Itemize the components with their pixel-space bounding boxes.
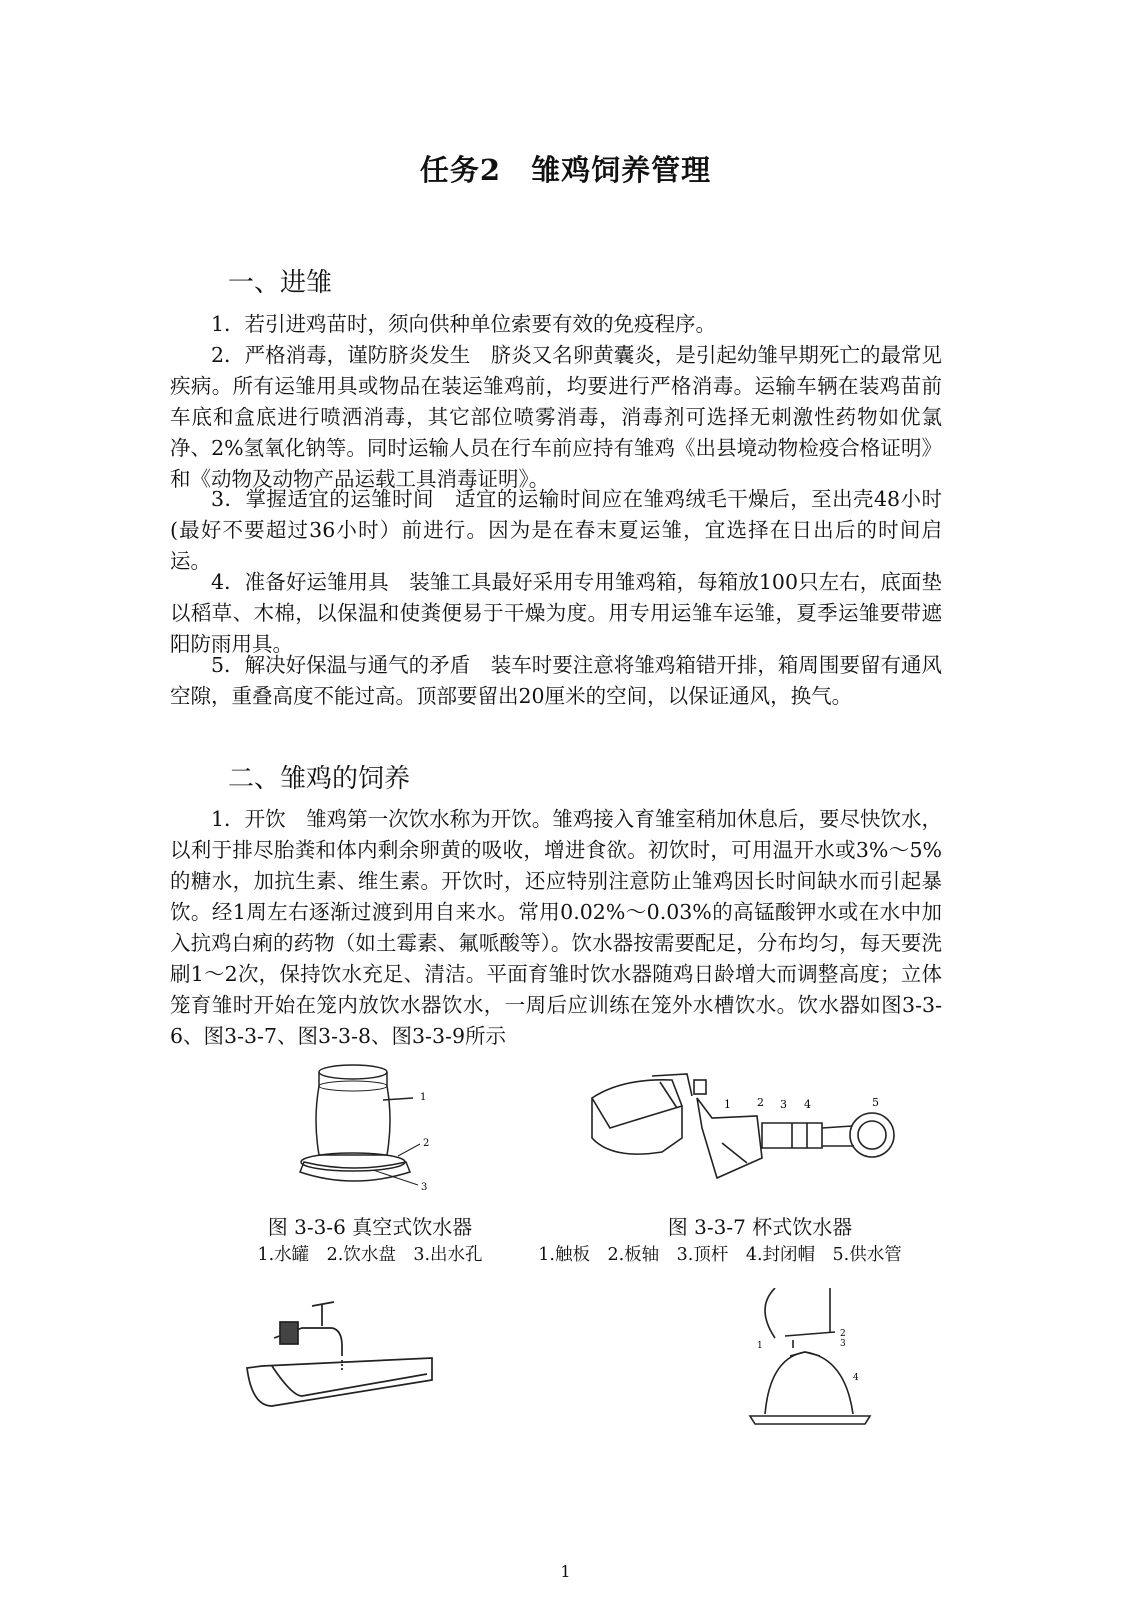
vacuum-label-2: 2 (423, 1138, 430, 1149)
paragraph-1-5: 5．解决好保温与通气的矛盾 装车时要注意将雏鸡箱错开排，箱周围要留有通风空隙，重叠高度不能过高。顶部要留出20厘米的空间，以保证通风，换气。 (170, 653, 942, 708)
figure-parts-3-3-7: 1.触板 2.板轴 3.顶杆 4.封闭帽 5.供水管 (538, 1245, 902, 1265)
page-number: 1 (560, 1562, 571, 1581)
paragraph-1-2: 2．严格消毒，谨防脐炎发生 脐炎又名卵黄囊炎，是引起幼雏早期死亡的最常见疾病。所有运雏用具或物品在装运雏鸡前，均要进行严格消毒。运输车辆在装鸡苗前车底和盒底进行喷洒消毒，其它部位喷雾消毒，消毒剂可选择无刺激性药物如优氯净、2%氢氧化钠等。同时运输人员在行车前应持有雏鸡《出县境动物检疫合格证明》和《动物及动物产品运载工具消毒证明》。 (170, 343, 942, 491)
bell-waterer-figure (745, 1288, 895, 1428)
vacuum-label-1: 1 (420, 1092, 427, 1103)
cup-label-5: 5 (872, 1096, 879, 1109)
paragraph-1-3: 3．掌握适宜的运雏时间 适宜的运输时间应在雏鸡绒毛干燥后，至出壳48小时(最好不要超过36小时）前进行。因为是在春末夏运雏，宜选择在日出后的时间启运。 (170, 487, 942, 573)
cup-label-4: 4 (804, 1098, 811, 1111)
bell-label-1: 1 (757, 1341, 763, 1351)
section-heading-feeding: 二、雏鸡的饲养 (228, 764, 411, 794)
cup-label-1: 1 (724, 1098, 731, 1111)
paragraph-1-1: 1．若引进鸡苗时，须向供种单位索要有效的免疫程序。 (211, 312, 717, 336)
section-heading-intake: 一、进雏 (228, 268, 333, 298)
trough-waterer-figure (242, 1296, 442, 1416)
paragraph-2-1: 1．开饮 雏鸡第一次饮水称为开饮。雏鸡接入育雏室稍加休息后，要尽快饮水，以利于排尽胎粪和体内剩余卵黄的吸收，增进食欲。初饮时，可用温开水或3%～5%的糖水，加抗生素、维生素。开饮时，还应特别注意防止雏鸡因长时间缺水而引起暴饮。经1周左右逐渐过渡到用自来水。常用0.02%～0.03%的高锰酸钾水或在水中加入抗鸡白痢的药物（如土霉素、氟哌酸等）。饮水器按需要配足，分布均匀，每天要洗刷1～2次，保持饮水充足、清洁。平面育雏时饮水器随鸡日龄增大而调整高度；立体笼育雏时开始在笼内放饮水器饮水，一周后应训练在笼外水槽饮水。饮水器如图3-3-6、图3-3-7、图3-3-8、图3-3-9所示 (170, 807, 942, 1048)
paragraph-1-4: 4．准备好运雏用具 装雏工具最好采用专用雏鸡箱，每箱放100只左右，底面垫以稻草、木棉，以保温和使粪便易于干燥为度。用专用运雏车运雏，夏季运雏要带遮阳防雨用具。 (170, 570, 942, 656)
figure-parts-3-3-6: 1.水罐 2.饮水盘 3.出水孔 (257, 1245, 483, 1265)
cup-label-3: 3 (780, 1098, 787, 1111)
bell-label-2: 2 (840, 1329, 846, 1339)
bell-label-3: 3 (840, 1339, 846, 1349)
bell-label-4: 4 (853, 1373, 859, 1383)
page-title: 任务2 雏鸡饲养管理 (419, 153, 712, 187)
vacuum-waterer-figure (298, 1060, 468, 1200)
cup-waterer-figure (582, 1068, 902, 1188)
cup-label-2: 2 (757, 1096, 764, 1109)
figure-caption-3-3-7: 图 3-3-7 杯式饮水器 (667, 1215, 853, 1239)
vacuum-label-3: 3 (421, 1182, 428, 1193)
figure-caption-3-3-6: 图 3-3-6 真空式饮水器 (267, 1215, 473, 1239)
